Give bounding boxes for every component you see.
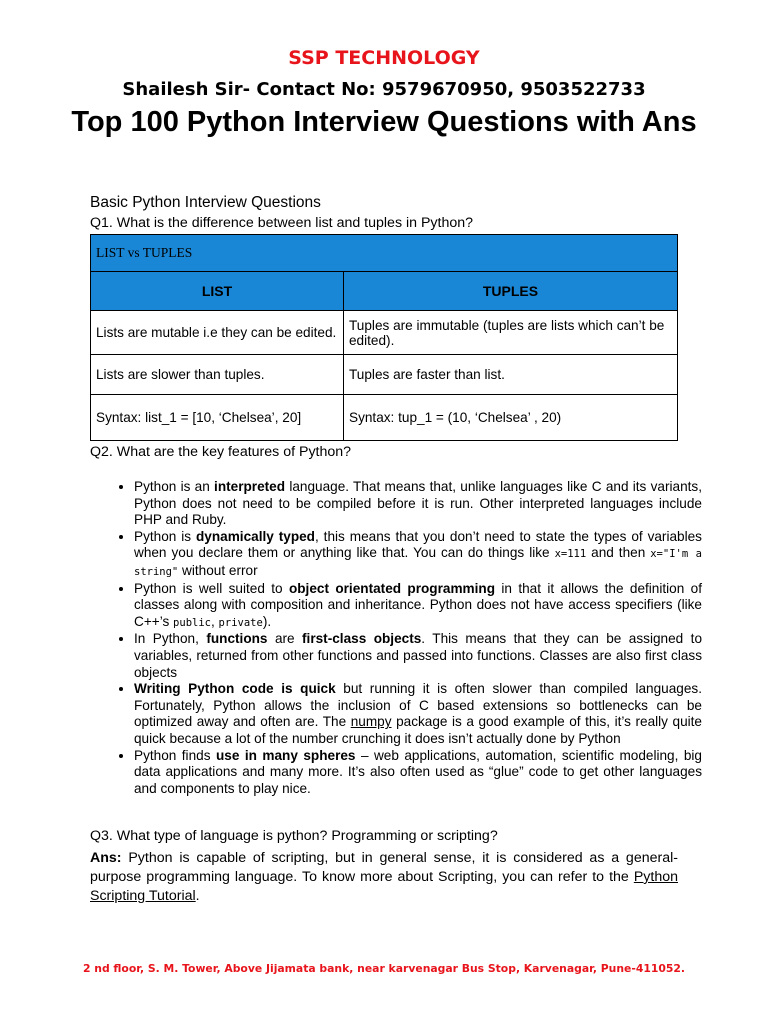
table-cell: Tuples are immutable (tuples are lists which can’t be edited). xyxy=(344,311,678,355)
answer-3 xyxy=(90,849,678,906)
text: . This means that they can be assigned to variables, returned from other functions and passed into functions. Classes are also first class objects xyxy=(134,631,702,680)
list-vs-tuples-table xyxy=(90,234,678,441)
features-list xyxy=(112,479,702,797)
text: ). xyxy=(262,613,272,629)
contact-line: Shailesh Sir- Contact No: 9579670950, 9503522733 xyxy=(122,79,646,100)
table-caption: LIST vs TUPLES xyxy=(91,235,678,272)
table-cell: Syntax: tup_1 = (10, ‘Chelsea’ , 20) xyxy=(344,395,678,441)
code-snippet: x="I'm a string" xyxy=(134,548,702,578)
bold-term: functions xyxy=(206,631,268,647)
section-title: Basic Python Interview Questions xyxy=(90,194,321,211)
table-header-row xyxy=(91,272,678,311)
answer-label: Ans: xyxy=(90,850,122,866)
text: In Python, xyxy=(134,631,207,647)
list-item xyxy=(134,681,702,747)
bold-term: dynamically typed xyxy=(195,528,315,544)
list-item xyxy=(134,748,702,798)
text: Python is xyxy=(134,528,196,544)
footer-address: 2 nd floor, S. M. Tower, Above Jijamata bank, near karvenagar Bus Stop, Karvenagar, Pune-411052. xyxy=(82,962,685,975)
table-row xyxy=(91,395,678,441)
table-row xyxy=(91,355,678,395)
code-snippet: x=111 xyxy=(554,548,587,561)
table-row xyxy=(91,311,678,355)
question-2: Q2. What are the key features of Python? xyxy=(90,444,352,460)
text: – web applications, automation, scientific modeling, big data applications and many more. It’s also often used as “glue” code to get other languages and components to play nice. xyxy=(134,747,702,796)
question-3: Q3. What type of language is python? Programming or scripting? xyxy=(90,828,498,844)
code-snippet: private xyxy=(218,616,263,629)
text: , xyxy=(210,613,219,629)
bold-term: object orientated programming xyxy=(288,580,496,596)
text: Python is well suited to xyxy=(134,580,289,596)
text: without error xyxy=(178,562,258,578)
table-cell: Lists are mutable i.e they can be edited. xyxy=(91,311,344,355)
table-cell: Syntax: list_1 = [10, ‘Chelsea’, 20] xyxy=(91,395,344,441)
text: are xyxy=(267,631,303,647)
text: but running it is often slower than compiled languages. Fortunately, Python allows the inclusion of C based extensions so bottlenecks can be optimized away and often are. The xyxy=(134,681,702,730)
numpy-link[interactable]: numpy xyxy=(350,714,392,730)
question-1: Q1. What is the difference between list and tuples in Python? xyxy=(90,215,474,231)
column-header-tuples: TUPLES xyxy=(344,272,678,311)
bold-term: use in many spheres xyxy=(215,747,356,763)
company-name: SSP TECHNOLOGY xyxy=(288,47,480,69)
page-title: Top 100 Python Interview Questions with Ans xyxy=(71,106,697,138)
text: in that it allows the definition of classes along with composition and inheritance. Python does not have access specifiers (like C++’s xyxy=(134,580,702,629)
text: , this means that you don’t need to state the types of variables when you declare them or anything like that. You can do things like xyxy=(134,528,702,561)
bold-term: first-class objects xyxy=(302,631,422,647)
table-cell: Lists are slower than tuples. xyxy=(91,355,344,395)
text: language. That means that, unlike languages like C and its variants, Python does not need to be compiled before it is run. Other interpreted languages include PHP and Ruby. xyxy=(134,479,702,528)
bold-term: Writing Python code is quick xyxy=(134,681,336,697)
list-item xyxy=(134,631,702,681)
list-item xyxy=(134,529,702,581)
python-scripting-tutorial-link[interactable]: Python Scripting Tutorial xyxy=(90,869,678,904)
bold-term: interpreted xyxy=(214,479,286,494)
list-item xyxy=(134,479,702,529)
table-cell: Tuples are faster than list. xyxy=(344,355,678,395)
text: Python finds xyxy=(134,747,216,763)
table-caption-row xyxy=(91,235,678,272)
list-item xyxy=(134,581,702,632)
column-header-list: LIST xyxy=(91,272,344,311)
code-snippet: public xyxy=(173,616,211,629)
text: package is a good example of this, it’s really quite quick because a lot of the number crunching it does isn’t actually done by Python xyxy=(134,714,702,746)
text: Python is an xyxy=(134,479,215,494)
answer-text: Python is capable of scripting, but in general sense, it is considered as a general-purpose programming language. To know more about Scripting, you can refer to the xyxy=(90,850,678,885)
text: and then xyxy=(586,545,651,561)
text: . xyxy=(195,888,200,904)
